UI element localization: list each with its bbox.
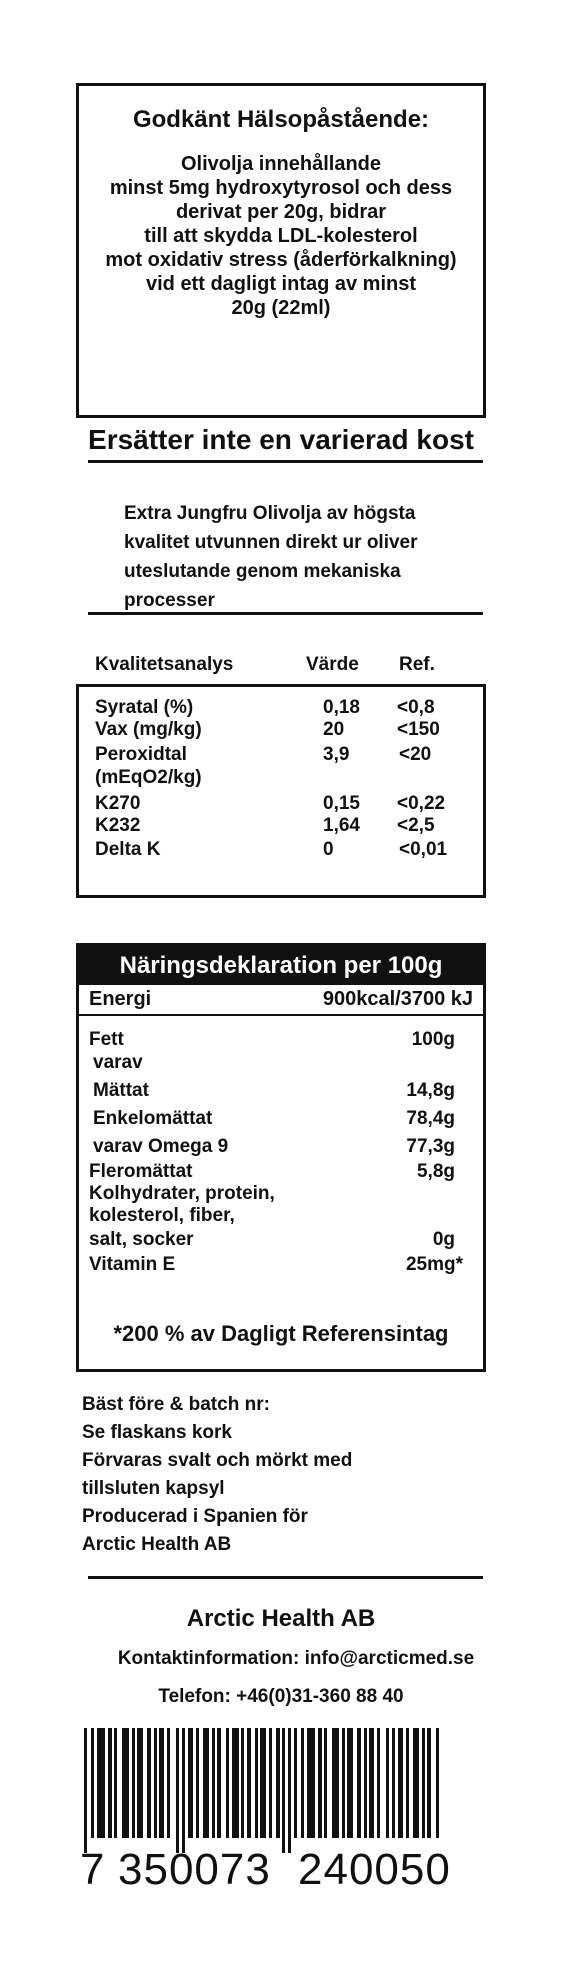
divider — [88, 612, 483, 615]
nutrition-table — [76, 943, 486, 1372]
barcode-bar — [392, 1728, 395, 1838]
barcode-bar — [276, 1728, 280, 1838]
nutrition-footnote: *200 % av Dagligt Referensintag — [113, 1321, 449, 1346]
quality-row-ref: <0,01 — [399, 839, 448, 860]
health-claim-line: Olivolja innehållande — [180, 153, 382, 175]
storage-line: Se flaskans kork — [82, 1422, 232, 1443]
storage-info — [82, 1391, 482, 1559]
quality-row-ref: <2,5 — [397, 815, 435, 836]
barcode-bars — [84, 1728, 439, 1853]
barcode-right-digits: 240050 — [298, 1845, 451, 1894]
barcode-bar — [241, 1728, 244, 1838]
barcode-bar — [203, 1728, 209, 1838]
barcode-bar — [84, 1728, 87, 1853]
barcode-bar — [307, 1728, 315, 1838]
barcode-bar — [342, 1728, 345, 1838]
barcode — [80, 1728, 460, 1858]
nutrition-row-label: salt, socker — [89, 1229, 194, 1250]
quality-row-ref: <20 — [399, 744, 432, 765]
quality-analysis-table — [76, 684, 486, 898]
barcode-bar — [255, 1728, 258, 1838]
nutrition-row-label: Mättat — [93, 1080, 149, 1101]
nutrition-row-label: varav — [93, 1052, 143, 1073]
barcode-bar — [182, 1728, 185, 1853]
barcode-bar — [226, 1728, 229, 1838]
barcode-bar — [282, 1728, 285, 1853]
barcode-bar — [108, 1728, 112, 1838]
barcode-bar — [147, 1728, 151, 1838]
quality-row-label: K232 — [95, 815, 141, 836]
barcode-bar — [196, 1728, 199, 1838]
storage-line: Förvaras svalt och mörkt med — [82, 1450, 353, 1471]
barcode-bar — [294, 1728, 297, 1838]
barcode-bar — [318, 1728, 322, 1838]
health-claim-title: Godkänt Hälsopåstående: — [132, 106, 430, 133]
barcode-bar — [122, 1728, 129, 1838]
nutrition-row-value: 5,8g — [416, 1161, 455, 1182]
headline: Ersätter inte en varierad kost — [88, 424, 474, 455]
quality-row-value: 3,9 — [323, 744, 350, 765]
health-claim-box — [76, 83, 486, 418]
barcode-bar — [137, 1728, 143, 1838]
quality-row-label: Syratal (%) — [95, 697, 194, 718]
barcode-bar — [232, 1728, 239, 1838]
quality-row-ref: <0,8 — [397, 697, 435, 718]
quality-row-ref: <0,22 — [397, 793, 446, 814]
nutrition-row-label: Vitamin E — [89, 1254, 176, 1275]
quality-row-ref: <150 — [397, 719, 440, 740]
quality-row-value: 1,64 — [323, 815, 360, 836]
storage-line: tillsluten kapsyl — [82, 1478, 225, 1499]
barcode-bar — [398, 1728, 403, 1838]
nutrition-energy-divider — [79, 1014, 483, 1016]
nutrition-row-value: 25mg* — [405, 1254, 463, 1275]
barcode-bar — [132, 1728, 135, 1838]
barcode-bar — [332, 1728, 339, 1838]
nutrition-energy-label: Energi — [89, 988, 152, 1010]
barcode-left-digits: 350073 — [118, 1845, 271, 1894]
barcode-bar — [377, 1728, 380, 1838]
barcode-bar — [422, 1728, 425, 1838]
health-claim-line: till att skydda LDL-kolesterol — [144, 225, 418, 247]
barcode-bar — [176, 1728, 179, 1853]
health-claim-line: 20g (22ml) — [231, 297, 331, 319]
quality-header-label: Kvalitetsanalys — [95, 654, 234, 675]
nutrition-row-label: Fett — [89, 1029, 124, 1050]
nutrition-row-value: 0g — [432, 1229, 455, 1250]
product-description-line: uteslutande genom mekaniska — [124, 561, 401, 582]
barcode-bar — [154, 1728, 157, 1838]
product-description-line: kvalitet utvunnen direkt ur oliver — [124, 532, 418, 553]
health-claim-line: vid ett dagligt intag av minst — [145, 273, 417, 295]
company-name: Arctic Health AB — [186, 1605, 376, 1632]
nutrition-energy-value: 900kcal/3700 kJ — [322, 988, 473, 1010]
barcode-bar — [357, 1728, 361, 1838]
barcode-bar — [301, 1728, 304, 1838]
barcode-bar — [167, 1728, 170, 1838]
nutrition-row-label: Fleromättat — [89, 1161, 193, 1182]
nutrition-row-label: Enkelomättat — [93, 1108, 213, 1129]
storage-line: Arctic Health AB — [82, 1534, 232, 1555]
quality-header-value: Värde — [306, 654, 359, 675]
barcode-bar — [436, 1728, 439, 1838]
barcode-bar — [114, 1728, 117, 1838]
contact-info: Kontaktinformation: info@arcticmed.se — [117, 1648, 475, 1669]
barcode-bar — [386, 1728, 389, 1838]
health-claim-text — [79, 152, 483, 320]
barcode-bar — [260, 1728, 266, 1838]
barcode-bar — [91, 1728, 94, 1838]
quality-header-ref: Ref. — [399, 654, 435, 675]
barcode-bar — [212, 1728, 215, 1838]
barcode-bar — [217, 1728, 221, 1838]
quality-row-label: Delta K — [95, 839, 161, 860]
barcode-bar — [427, 1728, 431, 1838]
barcode-bar — [97, 1728, 105, 1838]
product-description — [124, 499, 474, 615]
health-claim-line: minst 5mg hydroxytyrosol och dess — [109, 177, 453, 199]
quality-row-value: 0,18 — [323, 697, 360, 718]
nutrition-row-value: 14,8g — [406, 1080, 455, 1101]
quality-row-label: (mEqO2/kg) — [95, 767, 202, 788]
barcode-bar — [159, 1728, 164, 1838]
barcode-first-digit: 7 — [80, 1845, 106, 1894]
nutrition-row-label: kolesterol, fiber, — [89, 1205, 235, 1226]
quality-row-label: Vax (mg/kg) — [95, 719, 202, 740]
health-claim-line: derivat per 20g, bidrar — [175, 201, 387, 223]
barcode-bar — [406, 1728, 409, 1838]
barcode-bar — [413, 1728, 419, 1838]
quality-row-value: 20 — [323, 719, 345, 740]
barcode-bar — [188, 1728, 193, 1838]
barcode-bar — [364, 1728, 367, 1838]
nutrition-row-label: Kolhydrater, protein, — [89, 1183, 275, 1204]
nutrition-row-value: 100g — [411, 1029, 455, 1050]
barcode-bar — [324, 1728, 327, 1838]
barcode-bar — [247, 1728, 251, 1838]
quality-row-label: Peroxidtal — [95, 744, 187, 765]
quality-row-value: 0 — [323, 839, 334, 860]
barcode-bar — [347, 1728, 353, 1838]
nutrition-header: Näringsdeklaration per 100g — [79, 946, 483, 985]
barcode-bar — [269, 1728, 272, 1838]
phone-number: Telefon: +46(0)31-360 88 40 — [158, 1686, 404, 1707]
nutrition-row-label: varav Omega 9 — [93, 1136, 229, 1157]
storage-line: Bäst före & batch nr: — [82, 1394, 270, 1415]
product-description-line: processer — [124, 590, 215, 611]
storage-line: Producerad i Spanien för — [82, 1506, 308, 1527]
quality-row-label: K270 — [95, 793, 141, 814]
quality-row-value: 0,15 — [323, 793, 360, 814]
nutrition-row-value: 78,4g — [406, 1108, 455, 1129]
nutrition-row-value: 77,3g — [406, 1136, 455, 1157]
barcode-bar — [288, 1728, 291, 1853]
product-description-line: Extra Jungfru Olivolja av högsta — [124, 503, 416, 524]
divider — [88, 460, 483, 463]
divider — [88, 1576, 483, 1579]
health-claim-line: mot oxidativ stress (åderförkalkning) — [105, 249, 457, 271]
barcode-bar — [369, 1728, 374, 1838]
